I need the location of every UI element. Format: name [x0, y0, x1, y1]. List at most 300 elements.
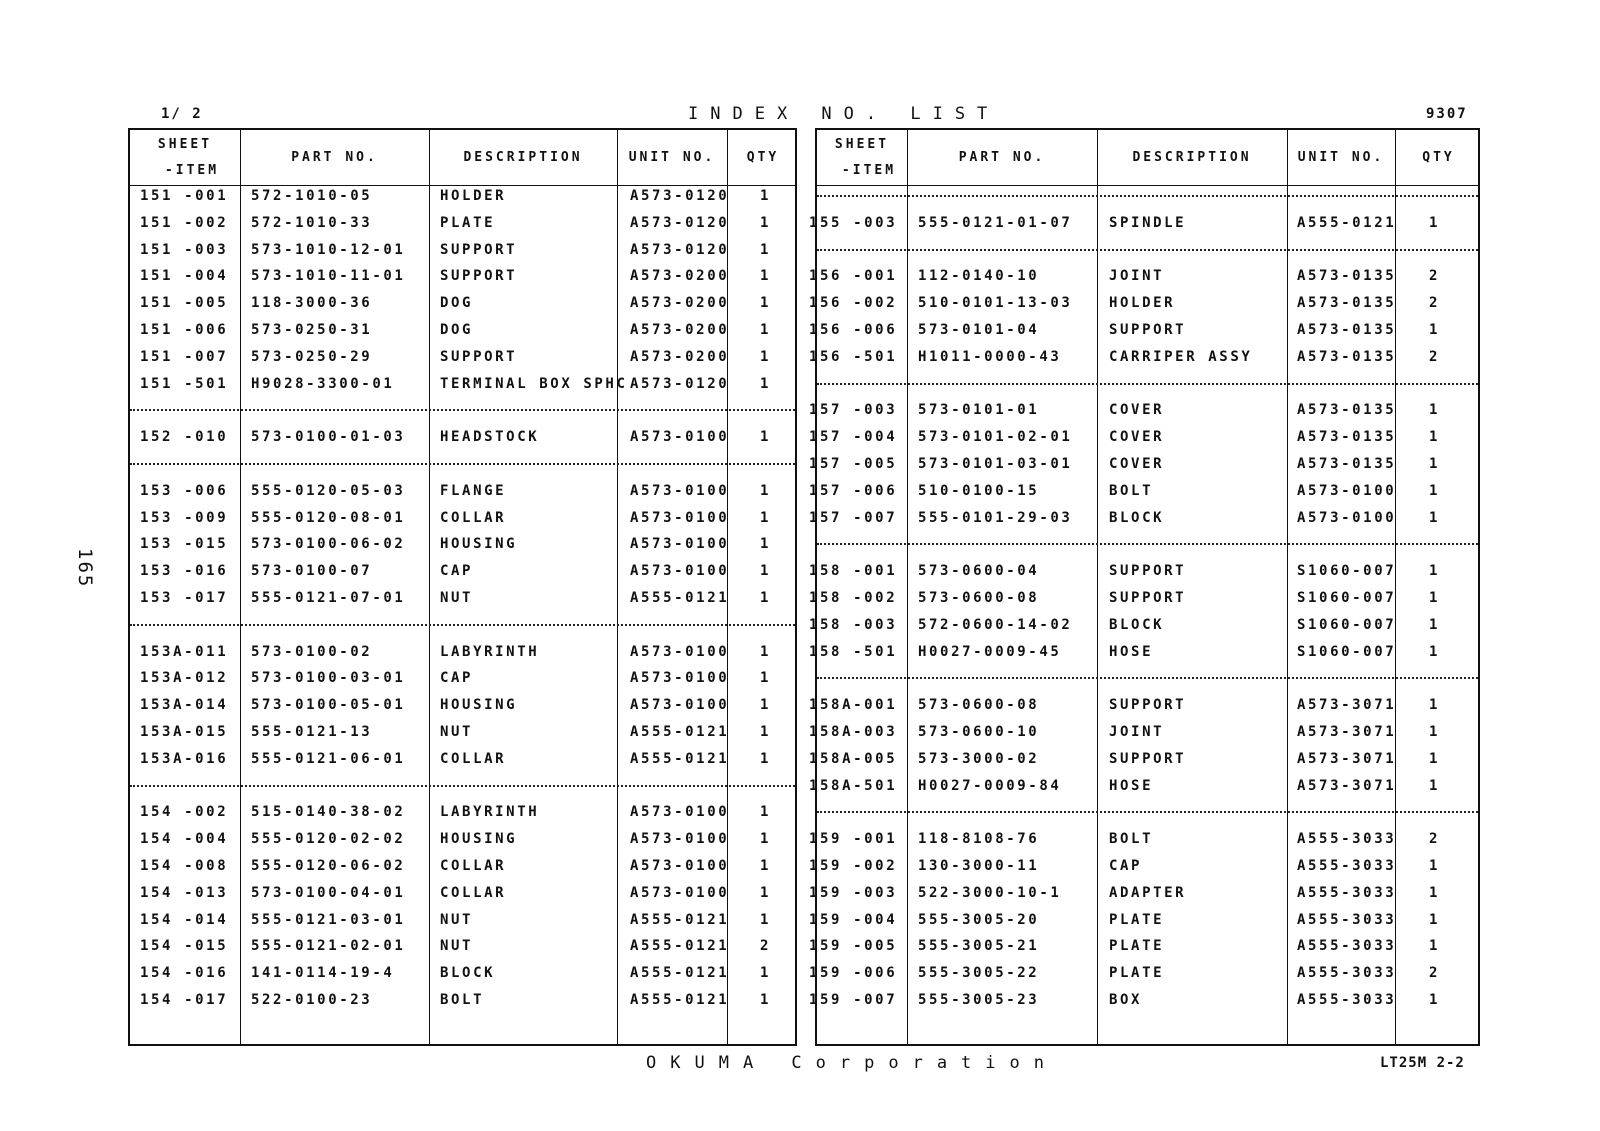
row-qty: 1 [1429, 884, 1441, 901]
table-row [130, 987, 795, 1014]
row-part-no: 573-0100-05-01 [251, 697, 406, 714]
table-row [809, 505, 1478, 532]
row-unit-no: A555-0121 [1297, 214, 1397, 231]
row-part-no: 555-0121-13 [251, 724, 373, 740]
group-separator [130, 409, 795, 411]
row-part-no: 573-0250-31 [251, 322, 373, 338]
row-part-no: 555-0121-02-01 [251, 938, 406, 955]
row-description: JOINT [1109, 268, 1165, 285]
table-row [130, 558, 795, 585]
row-sheet-item: 151 -003 [140, 241, 229, 258]
table-row [130, 692, 795, 719]
table-row [130, 505, 795, 532]
row-description: HOUSING [440, 536, 518, 553]
row-unit-no: S1060-007 [1297, 590, 1397, 606]
row-description: FLANGE [440, 482, 507, 499]
row-sheet-item: 157 -006 [809, 482, 898, 499]
table-row [809, 960, 1478, 987]
row-description: HEADSTOCK [440, 429, 540, 446]
row-qty: 1 [760, 536, 772, 553]
row-description: BOLT [1109, 482, 1154, 499]
row-unit-no: A573-0100 [1297, 482, 1397, 499]
table-row [130, 907, 795, 934]
row-sheet-item: 154 -014 [140, 911, 229, 928]
row-description: HOLDER [1109, 295, 1176, 312]
row-unit-no: S1060-007 [1297, 563, 1397, 580]
row-description: CARRIPER ASSY [1109, 348, 1253, 365]
row-description: NUT [440, 938, 474, 955]
row-sheet-item: 159 -002 [809, 858, 898, 874]
row-description: NUT [440, 590, 474, 606]
row-unit-no: A555-3033 [1297, 858, 1397, 874]
row-unit-no: A573-0200 [630, 322, 730, 338]
page-indicator: 1/ 2 [161, 106, 203, 122]
row-part-no: H1011-0000-43 [918, 348, 1062, 365]
row-qty: 1 [760, 563, 772, 580]
row-qty: 1 [760, 831, 772, 848]
row-sheet-item: 151 -005 [140, 295, 229, 312]
row-description: SPINDLE [1109, 214, 1187, 231]
row-qty: 1 [760, 992, 772, 1008]
group-separator [817, 249, 1478, 251]
row-part-no: 573-0101-04 [918, 322, 1040, 338]
column-header-unit-no: UNIT NO. [1297, 149, 1385, 165]
row-unit-no: A573-3071 [1297, 724, 1397, 740]
row-sheet-item: 156 -501 [809, 348, 898, 365]
row-part-no: 555-0121-03-01 [251, 911, 406, 928]
row-unit-no: A555-0121 [630, 590, 730, 606]
row-part-no: 118-3000-36 [251, 295, 373, 312]
row-unit-no: A573-0100 [630, 804, 730, 821]
table-row [130, 880, 795, 907]
row-qty: 1 [760, 643, 772, 660]
row-description: SUPPORT [1109, 563, 1187, 580]
row-sheet-item: 153 -015 [140, 536, 229, 553]
row-qty: 1 [1429, 482, 1441, 499]
row-qty: 1 [1429, 858, 1441, 874]
row-qty: 1 [760, 348, 772, 365]
row-sheet-item: 154 -016 [140, 965, 229, 982]
table-row [809, 424, 1478, 451]
row-qty: 2 [1429, 831, 1441, 848]
table-row [809, 746, 1478, 773]
table-row [809, 853, 1478, 880]
table-row [809, 344, 1478, 371]
row-part-no: 555-0121-07-01 [251, 590, 406, 606]
column-header-sheet-label: SHEET [834, 136, 890, 152]
row-part-no: 555-0120-02-02 [251, 831, 406, 848]
row-sheet-item: 151 -501 [140, 375, 229, 392]
row-sheet-item: 159 -001 [809, 831, 898, 848]
row-qty: 1 [1429, 563, 1441, 580]
row-qty: 1 [1429, 992, 1441, 1008]
row-description: BOX [1109, 992, 1143, 1008]
row-sheet-item: 153 -016 [140, 563, 229, 580]
row-sheet-item: 159 -004 [809, 911, 898, 928]
row-part-no: 555-3005-21 [918, 938, 1040, 955]
row-unit-no: A573-0135 [1297, 322, 1397, 338]
row-part-no: 573-0600-10 [918, 724, 1040, 740]
row-sheet-item: 157 -003 [809, 402, 898, 419]
row-description: BLOCK [440, 965, 496, 982]
row-description: SUPPORT [440, 268, 518, 285]
table-row [130, 960, 795, 987]
table-row [130, 183, 795, 210]
row-unit-no: A573-0100 [630, 429, 730, 446]
row-sheet-item: 153A-012 [140, 670, 229, 687]
row-description: BLOCK [1109, 616, 1165, 633]
row-part-no: 510-0100-15 [918, 482, 1040, 499]
row-sheet-item: 151 -006 [140, 322, 229, 338]
row-description: HOSE [1109, 643, 1154, 660]
table-row [809, 585, 1478, 612]
row-part-no: 573-0101-01 [918, 402, 1040, 419]
row-unit-no: A573-0100 [630, 858, 730, 874]
group-separator [817, 811, 1478, 813]
row-unit-no: A555-0121 [630, 911, 730, 928]
row-qty: 1 [1429, 724, 1441, 740]
row-unit-no: A573-0135 [1297, 348, 1397, 365]
row-part-no: 112-0140-10 [918, 268, 1040, 285]
table-row [130, 424, 795, 451]
row-unit-no: A555-0121 [630, 750, 730, 767]
row-sheet-item: 154 -008 [140, 858, 229, 874]
row-sheet-item: 153 -006 [140, 482, 229, 499]
row-sheet-item: 159 -005 [809, 938, 898, 955]
row-part-no: 573-0600-08 [918, 697, 1040, 714]
row-description: PLATE [1109, 938, 1165, 955]
table-row [130, 290, 795, 317]
row-unit-no: A573-0100 [630, 884, 730, 901]
row-qty: 1 [760, 482, 772, 499]
row-part-no: 573-0250-29 [251, 348, 373, 365]
row-description: ADAPTER [1109, 884, 1187, 901]
row-qty: 1 [1429, 777, 1441, 794]
row-qty: 1 [1429, 616, 1441, 633]
table-row [130, 210, 795, 237]
row-sheet-item: 153A-016 [140, 750, 229, 767]
row-qty: 2 [1429, 268, 1441, 285]
column-header-part-no: PART NO. [291, 149, 378, 165]
row-part-no: 555-3005-23 [918, 992, 1040, 1008]
table-row [130, 478, 795, 505]
row-qty: 2 [1429, 295, 1441, 312]
row-qty: 1 [760, 268, 772, 285]
column-header-part-no: PART NO. [958, 149, 1046, 165]
group-separator [130, 463, 795, 465]
row-unit-no: A573-0135 [1297, 456, 1397, 472]
row-qty: 1 [760, 858, 772, 874]
table-row [130, 585, 795, 612]
row-sheet-item: 159 -003 [809, 884, 898, 901]
row-sheet-item: 158 -002 [809, 590, 898, 606]
row-qty: 1 [1429, 938, 1441, 955]
row-unit-no: A555-0121 [630, 724, 730, 740]
row-unit-no: A573-0100 [630, 643, 730, 660]
row-unit-no: A555-3033 [1297, 884, 1397, 901]
row-unit-no: A555-3033 [1297, 992, 1397, 1008]
row-part-no: 573-0600-08 [918, 590, 1040, 606]
group-separator [817, 543, 1478, 545]
row-unit-no: A573-0120 [630, 214, 730, 231]
row-sheet-item: 158A-501 [809, 777, 898, 794]
row-part-no: 573-0100-07 [251, 563, 373, 580]
row-unit-no: S1060-007 [1297, 616, 1397, 633]
row-sheet-item: 152 -010 [140, 429, 229, 446]
row-qty: 1 [760, 670, 772, 687]
row-qty: 2 [1429, 348, 1441, 365]
row-part-no: 573-3000-02 [918, 750, 1040, 767]
row-part-no: 573-0101-02-01 [918, 429, 1073, 446]
table-row [809, 880, 1478, 907]
row-qty: 1 [760, 241, 772, 258]
table-row [809, 263, 1478, 290]
row-qty: 1 [1429, 214, 1441, 231]
row-description: COLLAR [440, 509, 507, 526]
row-sheet-item: 151 -004 [140, 268, 229, 285]
footer-company: OKUMA Corporation [646, 1053, 1058, 1073]
row-description: HOUSING [440, 831, 518, 848]
row-unit-no: A555-0121 [630, 992, 730, 1008]
row-part-no: H0027-0009-45 [918, 643, 1062, 660]
row-part-no: 555-3005-22 [918, 965, 1040, 982]
row-qty: 1 [760, 965, 772, 982]
row-unit-no: A555-0121 [630, 938, 730, 955]
row-qty: 1 [1429, 402, 1441, 419]
row-part-no: 522-0100-23 [251, 992, 373, 1008]
row-sheet-item: 154 -017 [140, 992, 229, 1008]
group-separator [817, 677, 1478, 679]
row-part-no: 573-1010-11-01 [251, 268, 406, 285]
row-qty: 1 [760, 375, 772, 392]
column-header-sheet-label: SHEET [157, 136, 213, 152]
table-row [809, 933, 1478, 960]
table-row [809, 478, 1478, 505]
row-qty: 1 [760, 804, 772, 821]
row-part-no: 510-0101-13-03 [918, 295, 1073, 312]
row-unit-no: S1060-007 [1297, 643, 1397, 660]
row-description: SUPPORT [1109, 750, 1187, 767]
table-row [130, 853, 795, 880]
row-description: CAP [1109, 858, 1143, 874]
row-qty: 1 [760, 911, 772, 928]
table-row [809, 397, 1478, 424]
row-unit-no: A573-3071 [1297, 697, 1397, 714]
row-part-no: 573-0100-01-03 [251, 429, 406, 446]
column-header-description: DESCRIPTION [1132, 149, 1252, 165]
row-unit-no: A555-3033 [1297, 911, 1397, 928]
row-qty: 1 [760, 214, 772, 231]
row-unit-no: A573-0120 [630, 241, 730, 258]
row-description: PLATE [1109, 911, 1165, 928]
row-unit-no: A573-0100 [630, 670, 730, 687]
row-description: JOINT [1109, 724, 1165, 740]
row-qty: 1 [760, 697, 772, 714]
row-description: HOLDER [440, 188, 507, 204]
row-qty: 1 [1429, 429, 1441, 446]
row-description: SUPPORT [1109, 697, 1187, 714]
row-part-no: 572-1010-05 [251, 188, 373, 204]
row-sheet-item: 157 -005 [809, 456, 898, 472]
row-sheet-item: 158 -501 [809, 643, 898, 660]
row-description: SUPPORT [1109, 322, 1187, 338]
row-sheet-item: 153 -017 [140, 590, 229, 606]
row-description: CAP [440, 670, 474, 687]
row-sheet-item: 154 -013 [140, 884, 229, 901]
row-qty: 1 [1429, 643, 1441, 660]
row-qty: 1 [760, 750, 772, 767]
table-row [809, 639, 1478, 666]
row-sheet-item: 158 -003 [809, 616, 898, 633]
table-row [809, 451, 1478, 478]
table-row [130, 826, 795, 853]
table-row [130, 371, 795, 398]
table-row [130, 237, 795, 264]
row-sheet-item: 153A-014 [140, 697, 229, 714]
row-unit-no: A555-3033 [1297, 831, 1397, 848]
table-row [809, 907, 1478, 934]
column-header-unit-no: UNIT NO. [628, 149, 716, 165]
column-header-qty: QTY [1422, 149, 1455, 165]
row-unit-no: A573-3071 [1297, 750, 1397, 767]
row-description: DOG [440, 295, 474, 312]
row-qty: 2 [760, 938, 772, 955]
row-sheet-item: 153A-015 [140, 724, 229, 740]
row-sheet-item: 154 -002 [140, 804, 229, 821]
row-sheet-item: 151 -007 [140, 348, 229, 365]
row-part-no: 555-0120-08-01 [251, 509, 406, 526]
table-row [809, 210, 1478, 237]
side-page-number: 165 [74, 548, 96, 589]
row-part-no: 573-0600-04 [918, 563, 1040, 580]
row-sheet-item: 159 -006 [809, 965, 898, 982]
row-sheet-item: 154 -004 [140, 831, 229, 848]
row-unit-no: A573-0100 [630, 697, 730, 714]
column-header-sheet-item [130, 130, 240, 185]
row-part-no: 130-3000-11 [918, 858, 1040, 874]
table-row [809, 290, 1478, 317]
row-part-no: 555-0121-01-07 [918, 214, 1073, 231]
table-row [809, 773, 1478, 800]
table-row [809, 692, 1478, 719]
row-description: COLLAR [440, 858, 507, 874]
row-unit-no: A555-3033 [1297, 965, 1397, 982]
row-unit-no: A573-0135 [1297, 268, 1397, 285]
row-description: SUPPORT [1109, 590, 1187, 606]
row-description: NUT [440, 724, 474, 740]
row-part-no: 572-1010-33 [251, 214, 373, 231]
table-row [130, 263, 795, 290]
row-sheet-item: 156 -002 [809, 295, 898, 312]
row-part-no: 522-3000-10-1 [918, 884, 1062, 901]
row-qty: 1 [1429, 456, 1441, 472]
row-sheet-item: 158 -001 [809, 563, 898, 580]
row-sheet-item: 158A-001 [809, 697, 898, 714]
row-part-no: 573-0100-03-01 [251, 670, 406, 687]
row-part-no: H0027-0009-84 [918, 777, 1062, 794]
row-part-no: 555-0101-29-03 [918, 509, 1073, 526]
row-part-no: 572-0600-14-02 [918, 616, 1073, 633]
index-table-left [128, 128, 797, 1046]
table-row [130, 344, 795, 371]
row-part-no: 555-0120-05-03 [251, 482, 406, 499]
row-part-no: 573-0100-06-02 [251, 536, 406, 553]
row-qty: 1 [1429, 697, 1441, 714]
row-description: PLATE [1109, 965, 1165, 982]
column-header-qty: QTY [746, 149, 780, 165]
page-title: INDEX NO. LIST [688, 104, 1000, 124]
table-row [130, 639, 795, 666]
table-row [130, 665, 795, 692]
row-unit-no: A555-3033 [1297, 938, 1397, 955]
row-sheet-item: 157 -007 [809, 509, 898, 526]
row-sheet-item: 153A-011 [140, 643, 229, 660]
row-unit-no: A573-0135 [1297, 402, 1397, 419]
row-description: BLOCK [1109, 509, 1165, 526]
column-header-item-label: -ITEM [164, 162, 220, 178]
row-qty: 1 [1429, 509, 1441, 526]
row-qty: 1 [760, 884, 772, 901]
row-part-no: 555-0121-06-01 [251, 750, 406, 767]
table-row [809, 612, 1478, 639]
row-part-no: 573-1010-12-01 [251, 241, 406, 258]
group-separator [130, 785, 795, 787]
table-row [130, 317, 795, 344]
table-row [130, 933, 795, 960]
row-part-no: H9028-3300-01 [251, 375, 395, 392]
group-separator [130, 624, 795, 626]
table-row [130, 531, 795, 558]
row-sheet-item: 155 -003 [809, 214, 898, 231]
table-row [809, 826, 1478, 853]
row-unit-no: A573-0200 [630, 268, 730, 285]
table-row [809, 558, 1478, 585]
row-qty: 1 [760, 590, 772, 606]
row-description: SUPPORT [440, 241, 518, 258]
row-description: HOSE [1109, 777, 1154, 794]
row-qty: 1 [1429, 911, 1441, 928]
row-unit-no: A573-3071 [1297, 777, 1397, 794]
row-sheet-item: 158A-003 [809, 724, 898, 740]
row-description: SUPPORT [440, 348, 518, 365]
row-sheet-item: 156 -001 [809, 268, 898, 285]
row-qty: 1 [760, 429, 772, 446]
table-row [809, 317, 1478, 344]
row-sheet-item: 154 -015 [140, 938, 229, 955]
row-qty: 2 [1429, 965, 1441, 982]
row-qty: 1 [1429, 322, 1441, 338]
row-part-no: 573-0101-03-01 [918, 456, 1073, 472]
row-qty: 1 [760, 724, 772, 740]
row-description: PLATE [440, 214, 496, 231]
row-part-no: 141-0114-19-4 [251, 965, 395, 982]
row-description: COVER [1109, 402, 1165, 419]
row-description: NUT [440, 911, 474, 928]
header-divider [817, 185, 1478, 186]
row-sheet-item: 157 -004 [809, 429, 898, 446]
row-sheet-item: 158A-005 [809, 750, 898, 767]
row-unit-no: A573-0100 [630, 536, 730, 553]
row-description: CAP [440, 563, 474, 580]
row-sheet-item: 151 -002 [140, 214, 229, 231]
row-unit-no: A555-0121 [630, 965, 730, 982]
row-unit-no: A573-0100 [630, 831, 730, 848]
row-qty: 1 [760, 509, 772, 526]
row-qty: 1 [1429, 590, 1441, 606]
row-part-no: 555-0120-06-02 [251, 858, 406, 874]
row-sheet-item: 159 -007 [809, 992, 898, 1008]
row-part-no: 555-3005-20 [918, 911, 1040, 928]
